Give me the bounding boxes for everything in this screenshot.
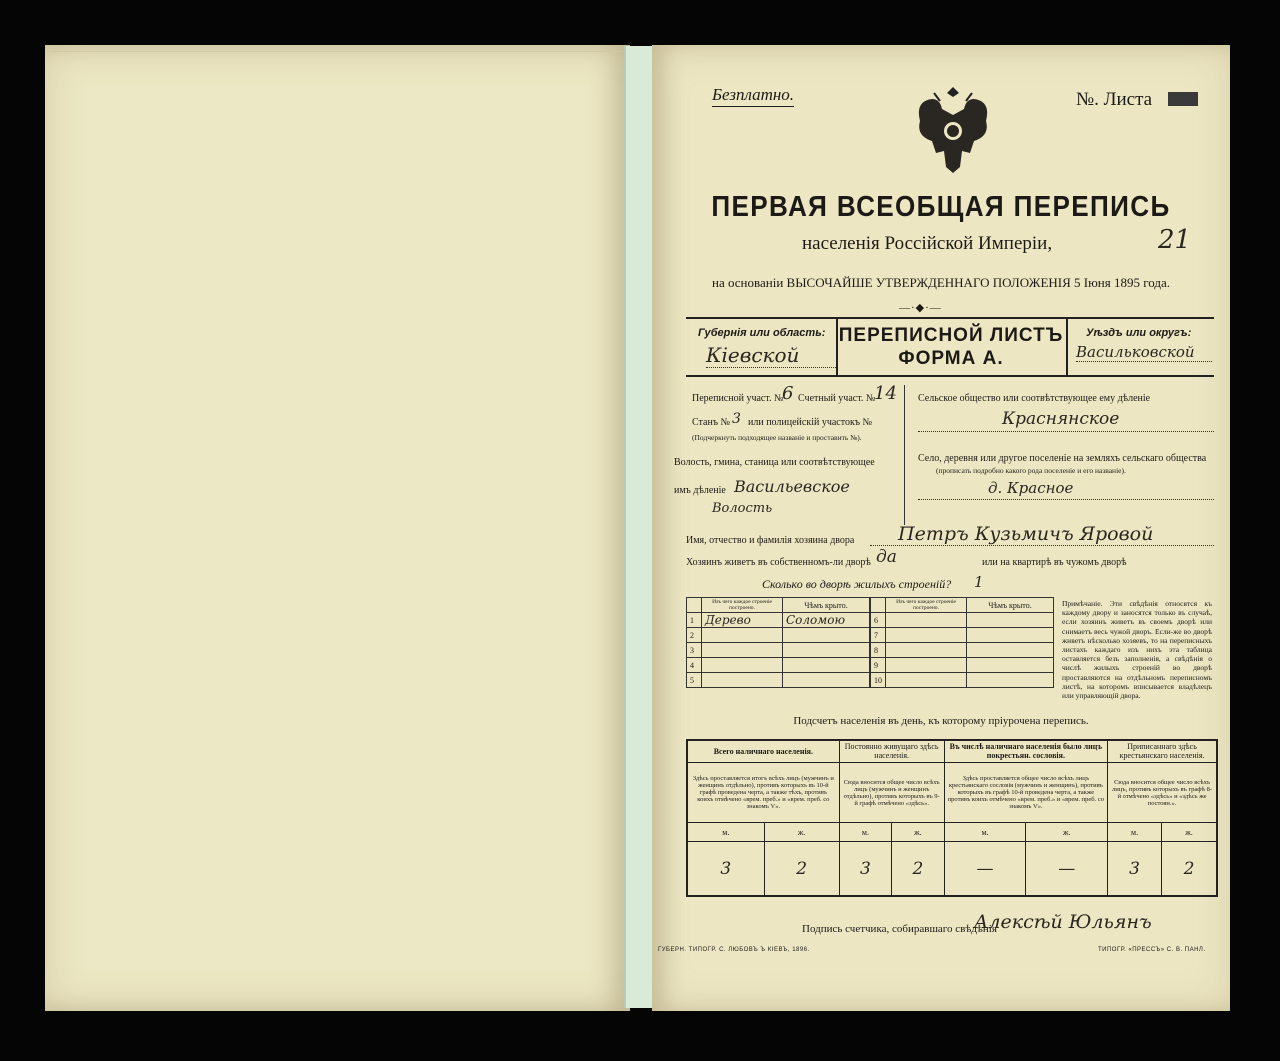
- material-cell: [702, 628, 783, 643]
- male-count: 3: [687, 842, 764, 896]
- column-divider: [904, 385, 905, 525]
- material-cell: [886, 658, 967, 673]
- table-row: [687, 628, 870, 643]
- enumerator-signature: Алексѣй Юльянъ: [974, 911, 1152, 933]
- material-cell: [886, 643, 967, 658]
- material-cell: [702, 658, 783, 673]
- material-cell: [702, 643, 783, 658]
- census-section-value: 6: [782, 383, 794, 404]
- counting-section-value: 14: [874, 383, 897, 404]
- village-label: Село, деревня или другое поселеніе на земляхъ сельскаго общества: [918, 453, 1207, 464]
- material-cell: Дерево: [702, 613, 783, 628]
- row-number: 6: [871, 613, 886, 628]
- society-label: Сельское общество или соотвѣтствующее ему дѣленіе: [918, 393, 1151, 404]
- male-header: м.: [687, 823, 764, 842]
- female-count: 2: [892, 842, 944, 896]
- census-section-label: Переписной участ. №: [692, 393, 784, 404]
- signature-label: Подпись счетчика, собиравшаго свѣдѣнія: [802, 923, 997, 935]
- roof-header: Чѣмъ крыто.: [967, 598, 1054, 613]
- roof-cell: [967, 643, 1054, 658]
- row-number: 2: [687, 628, 702, 643]
- legal-basis: на основаніи ВЫСОЧАЙШЕ УТВЕРЖДЕННАГО ПОЛОЖЕНІЯ 5 Іюня 1895 года.: [711, 275, 1171, 290]
- stan-label: Станъ №: [692, 417, 731, 428]
- volost-label-2: имъ дѣленіе: [674, 485, 726, 496]
- roof-cell: [783, 658, 870, 673]
- summary-header: Постоянно живущаго здѣсь населенія.: [839, 740, 944, 762]
- lives-other-label: или на квартирѣ въ чужомъ дворѣ: [982, 557, 1127, 568]
- male-count: 3: [839, 842, 891, 896]
- material-cell: [886, 628, 967, 643]
- table-row: [687, 673, 870, 688]
- form-title: ПЕРЕПИСНОЙ ЛИСТЪ: [838, 325, 1064, 346]
- row-number: 7: [871, 628, 886, 643]
- lives-own-label: Хозяинъ живетъ въ собственномъ-ли дворѣ: [686, 557, 871, 568]
- material-header: Изъ чего каждое строеніе построено.: [702, 598, 783, 613]
- roof-cell: [967, 628, 1054, 643]
- table-row: [687, 613, 870, 628]
- field-line: [870, 545, 1214, 546]
- form-type: ФОРМА А.: [898, 348, 1004, 369]
- sheet-number-label: №. Листа: [1076, 89, 1153, 110]
- counting-section-label: Счетный участ. №: [798, 393, 876, 404]
- row-number: 3: [687, 643, 702, 658]
- population-summary-table: [686, 739, 1218, 897]
- summary-description: Сюда вносится общее число всѣхъ лицъ, противъ которыхъ въ графѣ 8-й отмѣчено «здѣсь» и «здѣсь же постоян.».: [1108, 762, 1217, 823]
- double-headed-eagle-emblem: [910, 81, 996, 179]
- document-subtitle: населенія Россійской Имперіи,: [802, 233, 1053, 254]
- female-count: 2: [764, 842, 839, 896]
- divider: [1066, 319, 1068, 375]
- field-line: [918, 431, 1214, 432]
- page-edge: [53, 45, 623, 52]
- material-header: Изъ чего каждое строеніе построено.: [886, 598, 967, 613]
- row-number: 4: [687, 658, 702, 673]
- district-value: Васильковской: [1076, 343, 1212, 362]
- buildings-note: Примѣчаніе. Эти свѣдѣнія относятся къ каждому двору и заносятся только въ случаѣ, если хозяинъ живетъ въ своемъ дворѣ или снимаетъ весь чужой дворъ. Если-же во дворѣ живетъ нѣсколько хозяевъ, то на переписныхъ листахъ каждаго изъ нихъ эта таблица оставляется безъ заполненія, а свѣдѣнія о числѣ жилыхъ строеній во дворѣ проставляются на отдѣльномъ переписномъ листѣ, на которомъ вписывается владѣлецъ или управляющій двора.: [1062, 599, 1212, 701]
- material-cell: [886, 613, 967, 628]
- male-count: 3: [1108, 842, 1162, 896]
- buildings-table-right: [870, 597, 1054, 688]
- table-row: [687, 643, 870, 658]
- lives-own-value: да: [876, 547, 897, 567]
- roof-cell: [967, 658, 1054, 673]
- province-label: Губернія или область:: [698, 327, 826, 339]
- row-number: 8: [871, 643, 886, 658]
- male-header: м.: [944, 823, 1026, 842]
- summary-description: Здѣсь проставляется общее число всѣхъ лицъ крестьянскаго сословія (мужчинъ и женщинъ), противъ которыхъ въ графѣ 10-й проведена черта, а также противъ коихъ отмѣчено «врем. преб.» и «врем. преб. со знакомъ V».: [944, 762, 1107, 823]
- volost-value: Васильевское: [734, 477, 850, 496]
- roof-cell: [783, 643, 870, 658]
- summary-description: Здѣсь проставляется итогъ всѣхъ лицъ (мужчинъ и женщинъ отдѣльно), противъ которыхъ въ 10-й графѣ проведена черта, а также тѣхъ, противъ коихъ отмѣчено «врем. преб.» и «врем. преб. со знакомъ V».: [687, 762, 839, 823]
- roof-cell: [783, 628, 870, 643]
- female-count: 2: [1162, 842, 1218, 896]
- printer-imprint-right: ТИПОГР. «ПРЕССЪ» С. В. ПАНЛ.: [1098, 947, 1206, 953]
- row-number: 10: [871, 673, 886, 688]
- table-row: [871, 613, 1054, 628]
- owner-name-value: Петръ Кузьмичъ Яровой: [898, 523, 1154, 545]
- roof-cell: [783, 673, 870, 688]
- volost-value-2: Волость: [712, 501, 773, 516]
- summary-header: Приписаннаго здѣсь крестьянскаго населенія.: [1108, 740, 1217, 762]
- census-form-page: [652, 45, 1230, 1011]
- summary-header: Всего наличнаго населенія.: [687, 740, 839, 762]
- male-count: —: [944, 842, 1026, 896]
- buildings-count-label: Сколько во дворѣ жилыхъ строеній?: [762, 577, 952, 591]
- buildings-count-value: 1: [974, 573, 984, 591]
- table-row: [871, 658, 1054, 673]
- female-header: ж.: [1162, 823, 1218, 842]
- female-header: ж.: [1026, 823, 1108, 842]
- buildings-table-left: [686, 597, 870, 688]
- table-row: [871, 643, 1054, 658]
- female-count: —: [1026, 842, 1108, 896]
- table-row: [871, 673, 1054, 688]
- roof-header: Чѣмъ крыто.: [783, 598, 870, 613]
- material-cell: [886, 673, 967, 688]
- row-number: 9: [871, 658, 886, 673]
- free-label: Безплатно.: [712, 85, 794, 107]
- male-header: м.: [1108, 823, 1162, 842]
- table-row: [871, 628, 1054, 643]
- summary-header: Въ числѣ наличнаго населенія было лицъ покрестьян. сословія.: [944, 740, 1107, 762]
- society-value: Краснянское: [1002, 409, 1120, 429]
- row-number: 5: [687, 673, 702, 688]
- field-line: [918, 499, 1214, 500]
- village-value: д. Красное: [988, 479, 1074, 497]
- sheet-number-value: [1168, 92, 1198, 106]
- form-header-box: [686, 317, 1214, 377]
- roof-cell: [967, 673, 1054, 688]
- female-header: ж.: [892, 823, 944, 842]
- left-page-blank: [45, 45, 630, 1011]
- summary-description: Сюда вносится общее число всѣхъ лицъ (мужчинъ и женщинъ отдѣльно), противъ которыхъ въ 9-й графѣ отмѣчено «здѣсь».: [839, 762, 944, 823]
- village-note: (прописать подробно какого рода поселеніе и его названіе).: [936, 466, 1126, 475]
- document-title: ПЕРВАЯ ВСЕОБЩАЯ ПЕРЕПИСЬ: [711, 191, 1171, 223]
- roof-cell: [967, 613, 1054, 628]
- underline-note: (Подчеркнуть подходящее названіе и проставить №).: [692, 433, 862, 442]
- row-number: 1: [687, 613, 702, 628]
- roof-cell: Соломою: [783, 613, 870, 628]
- district-label: Уѣздъ или округъ:: [1086, 327, 1192, 339]
- stan-value: 3: [732, 411, 741, 427]
- police-section-label: или полицейскій участокъ №: [748, 417, 873, 428]
- summary-title: Подсчетъ населенія въ день, къ которому пріурочена перепись.: [793, 715, 1089, 727]
- volost-label: Волость, гмина, станица или соотвѣтствующее: [674, 457, 875, 468]
- owner-name-label: Имя, отчество и фамилія хозяина двора: [686, 535, 855, 546]
- province-value: Кiевской: [706, 343, 836, 368]
- table-row: [687, 658, 870, 673]
- printer-imprint: ГУБЕРН. ТИПОГР. С. ЛЮБОВЪ Ъ КІЕВЪ, 1896.: [658, 947, 810, 953]
- female-header: ж.: [764, 823, 839, 842]
- male-header: м.: [839, 823, 891, 842]
- handwritten-number: 21: [1158, 225, 1192, 255]
- ornament-divider: —·◆·—: [899, 302, 942, 314]
- material-cell: [702, 673, 783, 688]
